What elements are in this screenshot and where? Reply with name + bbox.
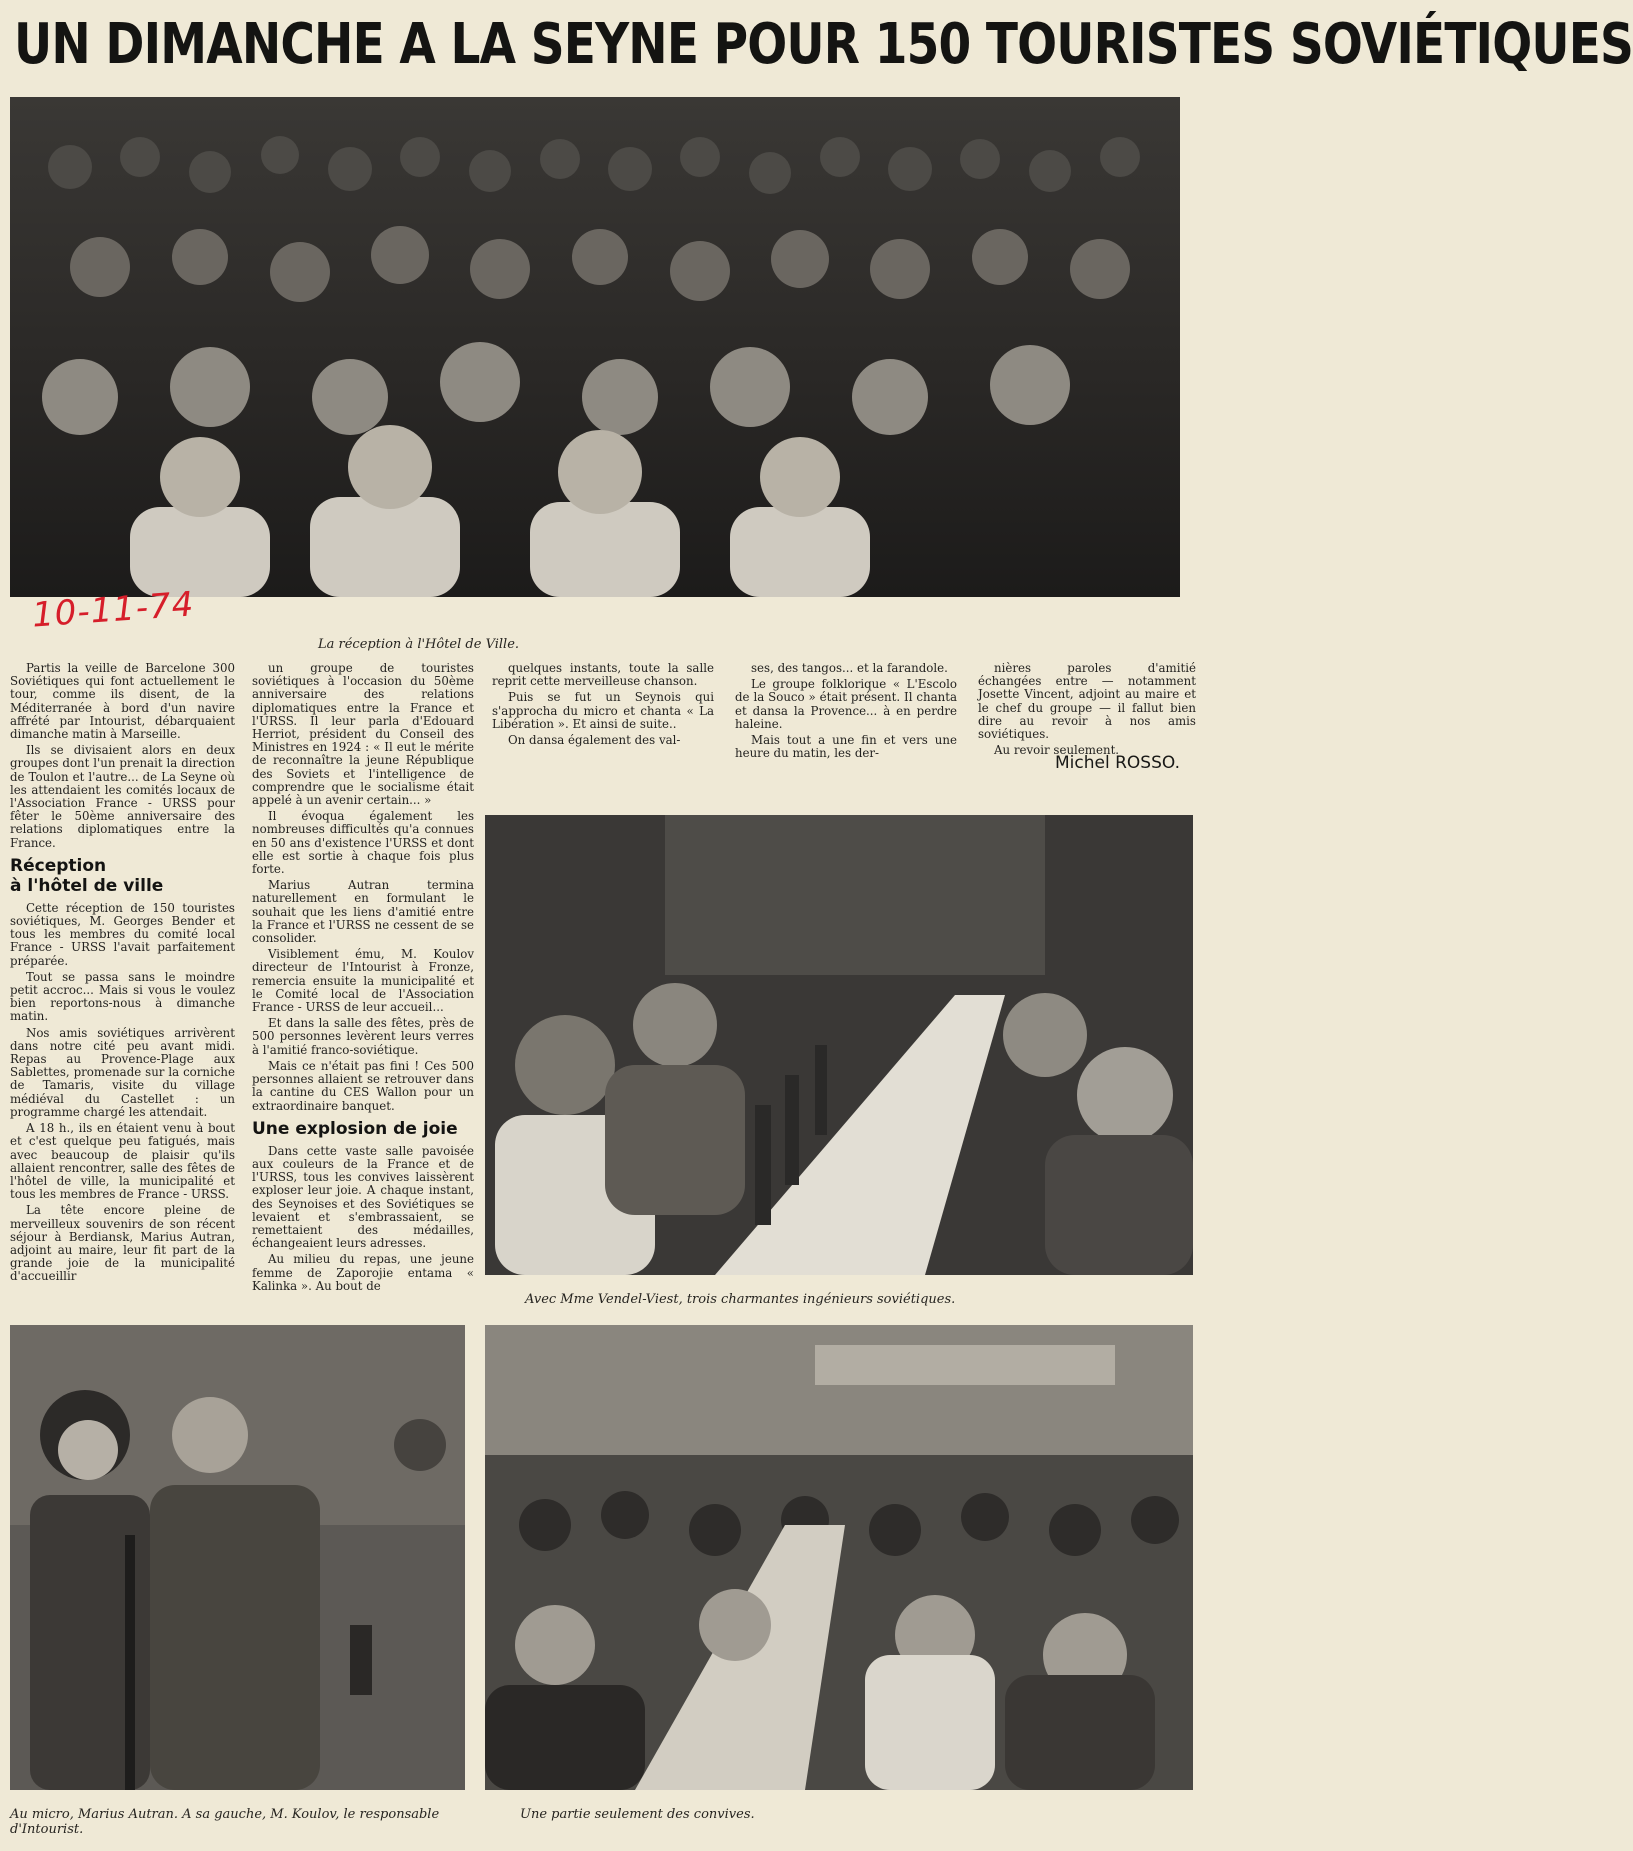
paragraph: Dans cette vaste salle pavoisée aux couleurs de la France et de l'URSS, tous les convives laissèrent exploser leur joie. A chaque instant, des Seynoises et des Soviétiques se levaient et s'embrassaient, se remettaient des médailles, échangeaient leurs adresses. (252, 1143, 474, 1251)
paragraph: Visiblement ému, M. Koulov directeur de l'Intourist à Fronze, remercia ensuite la municipalité et le Comité local de l'Association France - URSS de leur accueil... (252, 947, 474, 1015)
subhead-reception (10, 856, 235, 896)
photo-engineers-image (485, 815, 1193, 1275)
headline: UN DIMANCHE A LA SEYNE POUR 150 TOURISTES SOVIÉTIQUES (14, 12, 1633, 77)
paragraph: On dansa également des val- (508, 733, 681, 748)
paragraph: Le groupe folklorique « L'Escolo de la Souco » était présent. Il chanta et dansa la Provence... à en perdre haleine. (735, 677, 957, 731)
article-column-4 (735, 662, 957, 782)
caption-middle-photo: Avec Mme Vendel-Viest, trois charmantes ingénieurs soviétiques. (525, 1292, 956, 1307)
signature: Michel ROSSO. (1055, 753, 1180, 773)
photo-guests (485, 1325, 1193, 1790)
paragraph: Mais ce n'était pas fini ! Ces 500 personnes allaient se retrouver dans la cantine du CES Wallon pour un extraordinaire banquet. (252, 1058, 474, 1113)
paragraph: Mais tout a une fin et vers une heure du matin, les der- (735, 733, 957, 761)
subhead-reception-line2: à l'hôtel de ville (10, 875, 164, 896)
caption-top-photo: La réception à l'Hôtel de Ville. (318, 637, 520, 652)
paragraph: Au revoir seulement. (994, 743, 1120, 758)
article-column-1 (10, 662, 235, 1312)
paragraph: Marius Autran termina naturellement en formulant le souhait que les liens d'amitié entre la France et l'URSS ne cessent de se consolider. (252, 878, 474, 946)
paragraph: un groupe de touristes soviétiques à l'occasion du 50ème anniversaire des relations diplomatiques entre la France et l'URSS. Il leur parla d'Edouard Herriot, président du Conseil des Ministres en 1924 : « Il eut le mérite de reconnaître la jeune République des Soviets et l'intelligence de comprendre que le socialisme était appelé à un avenir certain... » (252, 661, 474, 808)
paragraph: Partis la veille de Barcelone 300 Soviétiques qui font actuellement le tour, comme ils disent, de la Méditerranée à bord d'un navire affrété par Intourist, débarquaient dimanche matin à Marseille. (10, 661, 235, 742)
article-column-5 (978, 661, 1196, 758)
subhead-explosion: Une explosion de joie (252, 1118, 458, 1139)
paragraph: A 18 h., ils en étaient venu à bout et c'est quelque peu fatigués, mais avec beaucoup de plaisir qu'ils allaient rencontrer, salle des fêtes de l'hôtel de ville, la municipalité et tous les membres de France - URSS. (10, 1121, 235, 1202)
photo-guests-image (485, 1325, 1193, 1790)
paragraph: Nos amis soviétiques arrivèrent dans notre cité peu avant midi. Repas au Provence-Plage aux Sablettes, promenade sur la corniche de Tamaris, visite du village médiéval du Castellet : un programme chargé les attendait. (10, 1025, 235, 1119)
caption-bottom-left-photo: Au micro, Marius Autran. A sa gauche, M. Koulov, le responsable d'Intourist. (10, 1807, 440, 1837)
paragraph: Cette réception de 150 touristes soviétiques, M. Georges Bender et tous les membres du comité local France - URSS l'avait parfaitement préparée. (10, 900, 235, 968)
paragraph: Puis se fut un Seynois qui s'approcha du micro et chanta « La Libération ». Et ainsi de suite.. (492, 690, 714, 731)
paragraph: Il évoqua également les nombreuses difficultés qu'a connues en 50 ans d'existence l'URSS et dont elle est sortie à chaque fois plus forte. (252, 809, 474, 877)
paragraph: ses, des tangos... et la farandole. (751, 661, 948, 675)
photo-reception (10, 97, 1180, 597)
photo-microphone (10, 1325, 465, 1790)
paragraph: La tête encore pleine de merveilleux souvenirs de son récent séjour à Berdiansk, Marius Autran, adjoint au maire, leur fit part de la grande joie de la municipalité d'accueillir (10, 1203, 235, 1284)
article-column-2 (252, 662, 474, 1312)
handwritten-date: 10-11-74 (30, 584, 196, 636)
photo-engineers (485, 815, 1193, 1275)
photo-reception-image (10, 97, 1180, 597)
article-column-3 (492, 662, 714, 782)
paragraph: nières paroles d'amitié échangées entre — notamment Josette Vincent, adjoint au maire et le chef du groupe — il fallut bien dire au revoir à nos amis soviétiques. (978, 661, 1196, 742)
paragraph: quelques instants, toute la salle reprit cette merveilleuse chanson. (492, 661, 714, 689)
paragraph: Et dans la salle des fêtes, près de 500 personnes levèrent leurs verres à l'amitié franco-soviétique. (252, 1016, 474, 1057)
paragraph: Au milieu du repas, une jeune femme de Zaporojie entama « Kalinka ». Au bout de (252, 1252, 474, 1293)
subhead-reception-line1: Réception (10, 855, 107, 876)
paragraph: Ils se divisaient alors en deux groupes dont l'un prenait la direction de Toulon et l'autre... de La Seyne où les attendaient les comités locaux de l'Association France - URSS pour fêter le 50ème anniversaire des relations diplomatiques entre la France. (10, 743, 235, 850)
caption-bottom-right-photo: Une partie seulement des convives. (520, 1807, 755, 1822)
photo-microphone-image (10, 1325, 465, 1790)
paragraph: Tout se passa sans le moindre petit accroc... Mais si vous le voulez bien reportons-nous à dimanche matin. (10, 969, 235, 1024)
